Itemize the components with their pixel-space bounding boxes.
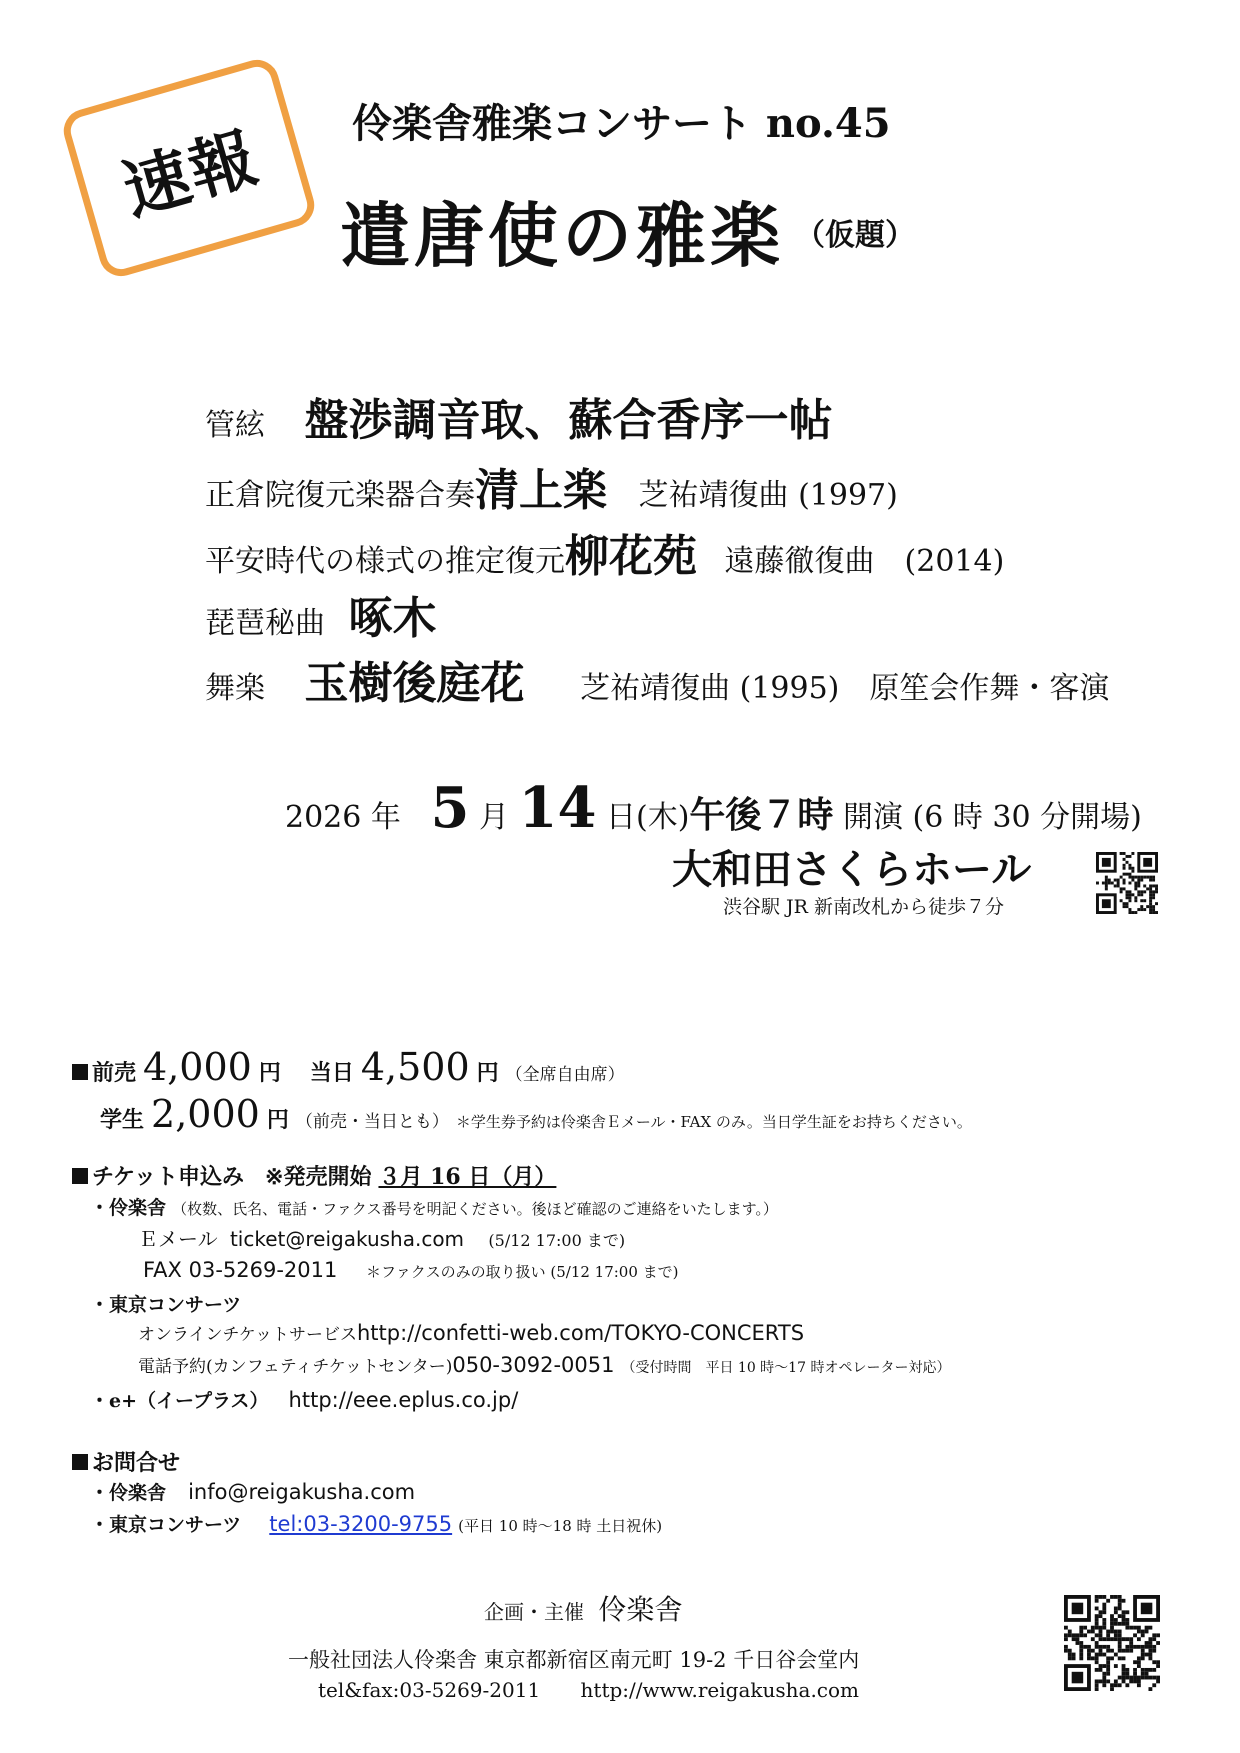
seating-note: （全席自由席） bbox=[505, 1065, 625, 1085]
program-suffix: 芝祐靖復曲 (1995) 原笙会作舞・客演 bbox=[580, 671, 1110, 706]
event-year: 2026 bbox=[285, 800, 362, 835]
bullet-square-icon bbox=[72, 1064, 88, 1080]
tokyo-concerts-label: ・東京コンサーツ bbox=[90, 1294, 242, 1316]
program-item bbox=[205, 582, 437, 646]
eplus-link[interactable]: http://eee.eplus.co.jp/ bbox=[288, 1388, 519, 1412]
ticket-email-link[interactable]: ticket@reigakusha.com bbox=[229, 1227, 465, 1251]
door-price: 4,500 bbox=[360, 1045, 470, 1089]
phone-booking-number: 050-3092-0051 bbox=[452, 1353, 615, 1377]
eplus-line: ・e+（イープラス） http://eee.eplus.co.jp/ bbox=[90, 1388, 519, 1412]
concert-title: 遣唐使の雅楽 bbox=[340, 194, 784, 277]
program-piece: 玉樹後庭花 bbox=[304, 658, 525, 709]
program-piece: 清上楽 bbox=[475, 465, 607, 516]
program-prefix: 管絃 bbox=[205, 408, 265, 443]
event-open-label: 開演 bbox=[842, 800, 903, 835]
bullet-square-icon bbox=[72, 1168, 88, 1184]
yen-label: 円 bbox=[476, 1060, 499, 1086]
fax-line: FAX 03-5269-2011 ＊ファクスのみの取り扱い (5/12 17:00 まで) bbox=[143, 1258, 679, 1282]
organizer-line: 企画・主催 伶楽舎 bbox=[484, 1593, 683, 1626]
phone-booking-line: 電話予約(カンフェティチケットセンター)050-3092-0051 （受付時間 平日 10 時〜17 時オペレーター対応） bbox=[138, 1353, 951, 1377]
organizer-name: 伶楽舎 bbox=[598, 1593, 683, 1626]
program-piece: 啄木 bbox=[348, 593, 437, 644]
program-prefix: 琵琶秘曲 bbox=[205, 606, 325, 641]
student-price-line bbox=[100, 1092, 972, 1136]
student-detail: ＊学生券予約は伶楽舎Ｅメール・FAX のみ。当日学生証をお持ちください。 bbox=[455, 1113, 972, 1131]
student-price: 2,000 bbox=[151, 1092, 260, 1136]
online-ticket-line: オンラインチケットサービスhttp://confetti-web.com/TOKYO-CONCERTS bbox=[138, 1321, 805, 1345]
program-item bbox=[205, 520, 1004, 584]
program-item bbox=[205, 384, 833, 448]
title-note: （仮題） bbox=[795, 218, 915, 253]
footer-website-link[interactable]: http://www.reigakusha.com bbox=[580, 1678, 860, 1702]
student-label: 学生 bbox=[100, 1107, 145, 1133]
sale-label: ※発売開始 bbox=[265, 1164, 372, 1190]
venue-access: 渋谷駅 JR 新南改札から徒歩７分 bbox=[723, 896, 1005, 918]
program-piece: 柳花苑 bbox=[565, 531, 697, 582]
yen-label: 円 bbox=[258, 1060, 281, 1086]
program-suffix: 芝祐靖復曲 (1997) bbox=[638, 478, 898, 513]
tickets-heading: チケット申込み ※発売開始 ３月 16 日（月） bbox=[72, 1160, 556, 1191]
contact-tel-link[interactable]: tel:03-3200-9755 bbox=[269, 1512, 453, 1536]
email-line: Ｅメール ticket@reigakusha.com (5/12 17:00 まで) bbox=[138, 1227, 626, 1251]
contact-heading: お問合せ bbox=[72, 1446, 180, 1477]
online-ticket-link[interactable]: http://confetti-web.com/TOKYO-CONCERTS bbox=[356, 1321, 805, 1345]
venue-name: 大和田さくらホール bbox=[672, 846, 1032, 893]
price-line bbox=[72, 1045, 625, 1089]
footer-contact bbox=[318, 1678, 859, 1702]
event-doors: (6 時 30 分開場) bbox=[912, 800, 1142, 835]
organizer-address: 一般社団法人伶楽舎 東京都新宿区南元町 19-2 千日谷会堂内 bbox=[288, 1648, 860, 1672]
reigakusha-ticket-note: （枚数、氏名、電話・ファクス番号を明記ください。後ほど確認のご連絡をいたします。） bbox=[172, 1200, 778, 1218]
website-qr-code[interactable] bbox=[1064, 1595, 1160, 1691]
event-time: 午後７時 bbox=[689, 794, 834, 836]
yen-label: 円 bbox=[266, 1107, 289, 1133]
concert-series: 伶楽舎雅楽コンサート no.45 bbox=[352, 100, 891, 147]
door-label: 当日 bbox=[309, 1060, 354, 1086]
footer-telfax: tel&fax:03-5269-2011 bbox=[318, 1678, 541, 1702]
fax-number: 03-5269-2011 bbox=[188, 1258, 338, 1282]
flash-news-badge bbox=[59, 55, 320, 282]
program-prefix: 正倉院復元楽器合奏 bbox=[205, 478, 475, 513]
advance-label: 前売 bbox=[92, 1060, 137, 1086]
event-day: 14 bbox=[518, 775, 597, 841]
reigakusha-ticket-line: ・伶楽舎 （枚数、氏名、電話・ファクス番号を明記ください。後ほど確認のご連絡をいたします。） bbox=[90, 1197, 778, 1219]
program-item bbox=[205, 647, 1109, 711]
bullet-square-icon bbox=[72, 1454, 88, 1470]
event-month: 5 bbox=[430, 775, 470, 841]
event-day-unit: 日(木) bbox=[606, 800, 690, 835]
event-month-unit: 月 bbox=[478, 800, 509, 835]
program-prefix: 平安時代の様式の推定復元 bbox=[205, 544, 565, 579]
contact-tokyo-line: ・東京コンサーツ tel:03-3200-9755 (平日 10 時〜18 時 土日祝休) bbox=[90, 1512, 663, 1536]
contact-reigakusha-line: ・伶楽舎 info@reigakusha.com bbox=[90, 1480, 416, 1504]
event-year-unit: 年 bbox=[370, 800, 401, 835]
advance-price: 4,000 bbox=[143, 1045, 252, 1089]
contact-email-link[interactable]: info@reigakusha.com bbox=[188, 1480, 416, 1504]
program-item bbox=[205, 454, 898, 518]
program-piece: 盤渉調音取、蘇合香序一帖 bbox=[304, 395, 833, 446]
badge-label: 速報 bbox=[114, 117, 267, 230]
venue-qr-code[interactable] bbox=[1096, 852, 1158, 914]
event-date bbox=[285, 775, 1142, 841]
sale-date: ３月 16 日（月） bbox=[378, 1164, 557, 1190]
program-prefix: 舞楽 bbox=[205, 671, 265, 706]
program-suffix: 遠藤徹復曲 (2014) bbox=[724, 544, 1005, 579]
student-note: （前売・当日とも） bbox=[295, 1112, 449, 1132]
